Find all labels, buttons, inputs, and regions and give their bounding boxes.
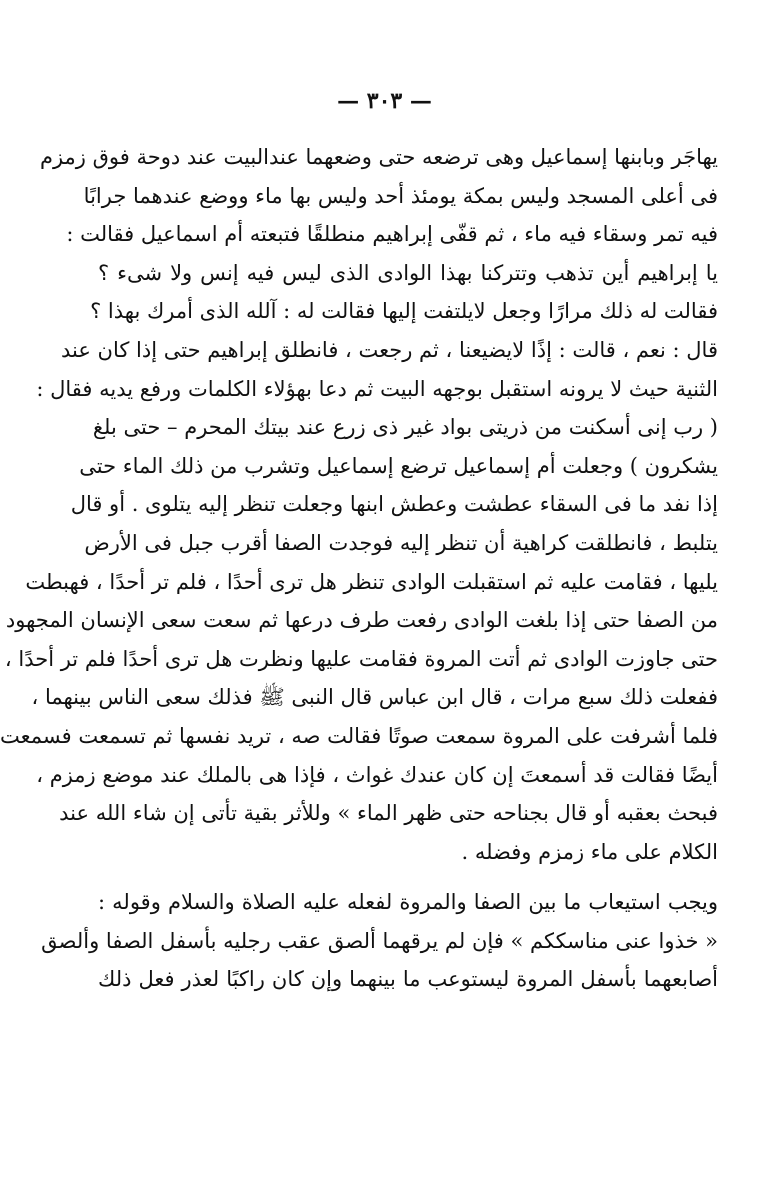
text-line: فيه تمر وسقاء فيه ماء ، ثم قفّى إبراهيم منطلقًا فتبعته أم اسماعيل فقالت :: [66, 222, 718, 247]
text-line: فبحث بعقبه أو قال بجناحه حتى ظهر الماء » وللأثر بقية تأتى إن شاء الله عند: [59, 801, 718, 826]
page-number: — ٣٠٣ —: [337, 88, 432, 114]
paragraph: [0, 138, 718, 871]
text-line: يا إبراهيم أين تذهب وتتركنا بهذا الوادى الذى ليس فيه إنس ولا شىء ؟: [98, 260, 718, 285]
paragraph: [41, 883, 718, 999]
text-line: ويجب استيعاب ما بين الصفا والمروة لفعله عليه الصلاة والسلام وقوله :: [98, 890, 718, 915]
text-line: ففعلت ذلك سبع مرات ، قال ابن عباس قال النبى ﷺ فذلك سعى الناس بينهما ،: [31, 685, 718, 710]
text-line: الثنية حيث لا يرونه استقبل بوجهه البيت ثم دعا بهؤلاء الكلمات ورفع يديه فقال :: [36, 376, 718, 401]
text-line: أصابعهما بأسفل المروة ليستوعب ما بينهما وإن كان راكبًا لعذر فعل ذلك: [98, 967, 718, 992]
text-line: الكلام على ماء زمزم وفضله .: [461, 839, 718, 864]
text-line: فلما أشرفت على المروة سمعت صوتًا فقالت صه ، تريد نفسها ثم تسمعت فسمعت: [0, 723, 718, 748]
text-line: « خذوا عنى مناسككم » فإن لم يرقهما ألصق عقب رجليه بأسفل الصفا وألصق: [41, 928, 718, 953]
book-page: [2, 0, 767, 1188]
text-line: قال : نعم ، قالت : إذًا لايضيعنا ، ثم رجعت ، فانطلق إبراهيم حتى إذا كان عند: [60, 337, 718, 362]
text-line: إذا نفد ما فى السقاء عطشت وعطش ابنها وجعلت تنظر إليه يتلوى . أو قال: [70, 492, 718, 517]
body-text: [0, 138, 718, 999]
text-line: أيضًا فقالت قد أسمعتَ إن كان عندك غواث ، فإذا هى بالملك عند موضع زمزم ،: [36, 762, 718, 787]
text-line: فقالت له ذلك مرارًا وجعل لايلتفت إليها فقالت له : آلله الذى أمرك بهذا ؟: [90, 299, 718, 324]
text-line: يهاجَر وبابنها إسماعيل وهى ترضعه حتى وضعهما عندالبيت عند دوحة فوق زمزم: [39, 145, 718, 169]
text-line: ( رب إنى أسكنت من ذريتى بواد غير ذى زرع عند بيتك المحرم – حتى بلغ: [92, 415, 718, 440]
text-line: من الصفا حتى إذا بلغت الوادى رفعت طرف درعها ثم سعت سعى الإنسان المجهود: [5, 608, 718, 633]
paragraph-gap: [98, 871, 718, 883]
text-line: فى أعلى المسجد وليس بمكة يومئذ أحد وليس بها ماء ووضع عندهما جرابًا: [83, 183, 718, 208]
text-line: يتلبط ، فانطلقت كراهية أن تنظر إليه فوجدت الصفا أقرب جبل فى الأرض: [84, 530, 718, 555]
text-line: يشكرون ) وجعلت أم إسماعيل ترضع إسماعيل وتشرب من ذلك الماء حتى: [79, 453, 718, 478]
text-line: حتى جاوزت الوادى ثم أتت المروة فقامت عليها ونظرت هل ترى أحدًا فلم تر أحدًا ،: [4, 646, 718, 671]
text-line: يليها ، فقامت عليه ثم استقبلت الوادى تنظر هل ترى أحدًا ، فلم تر أحدًا ، فهبطت: [25, 569, 718, 594]
